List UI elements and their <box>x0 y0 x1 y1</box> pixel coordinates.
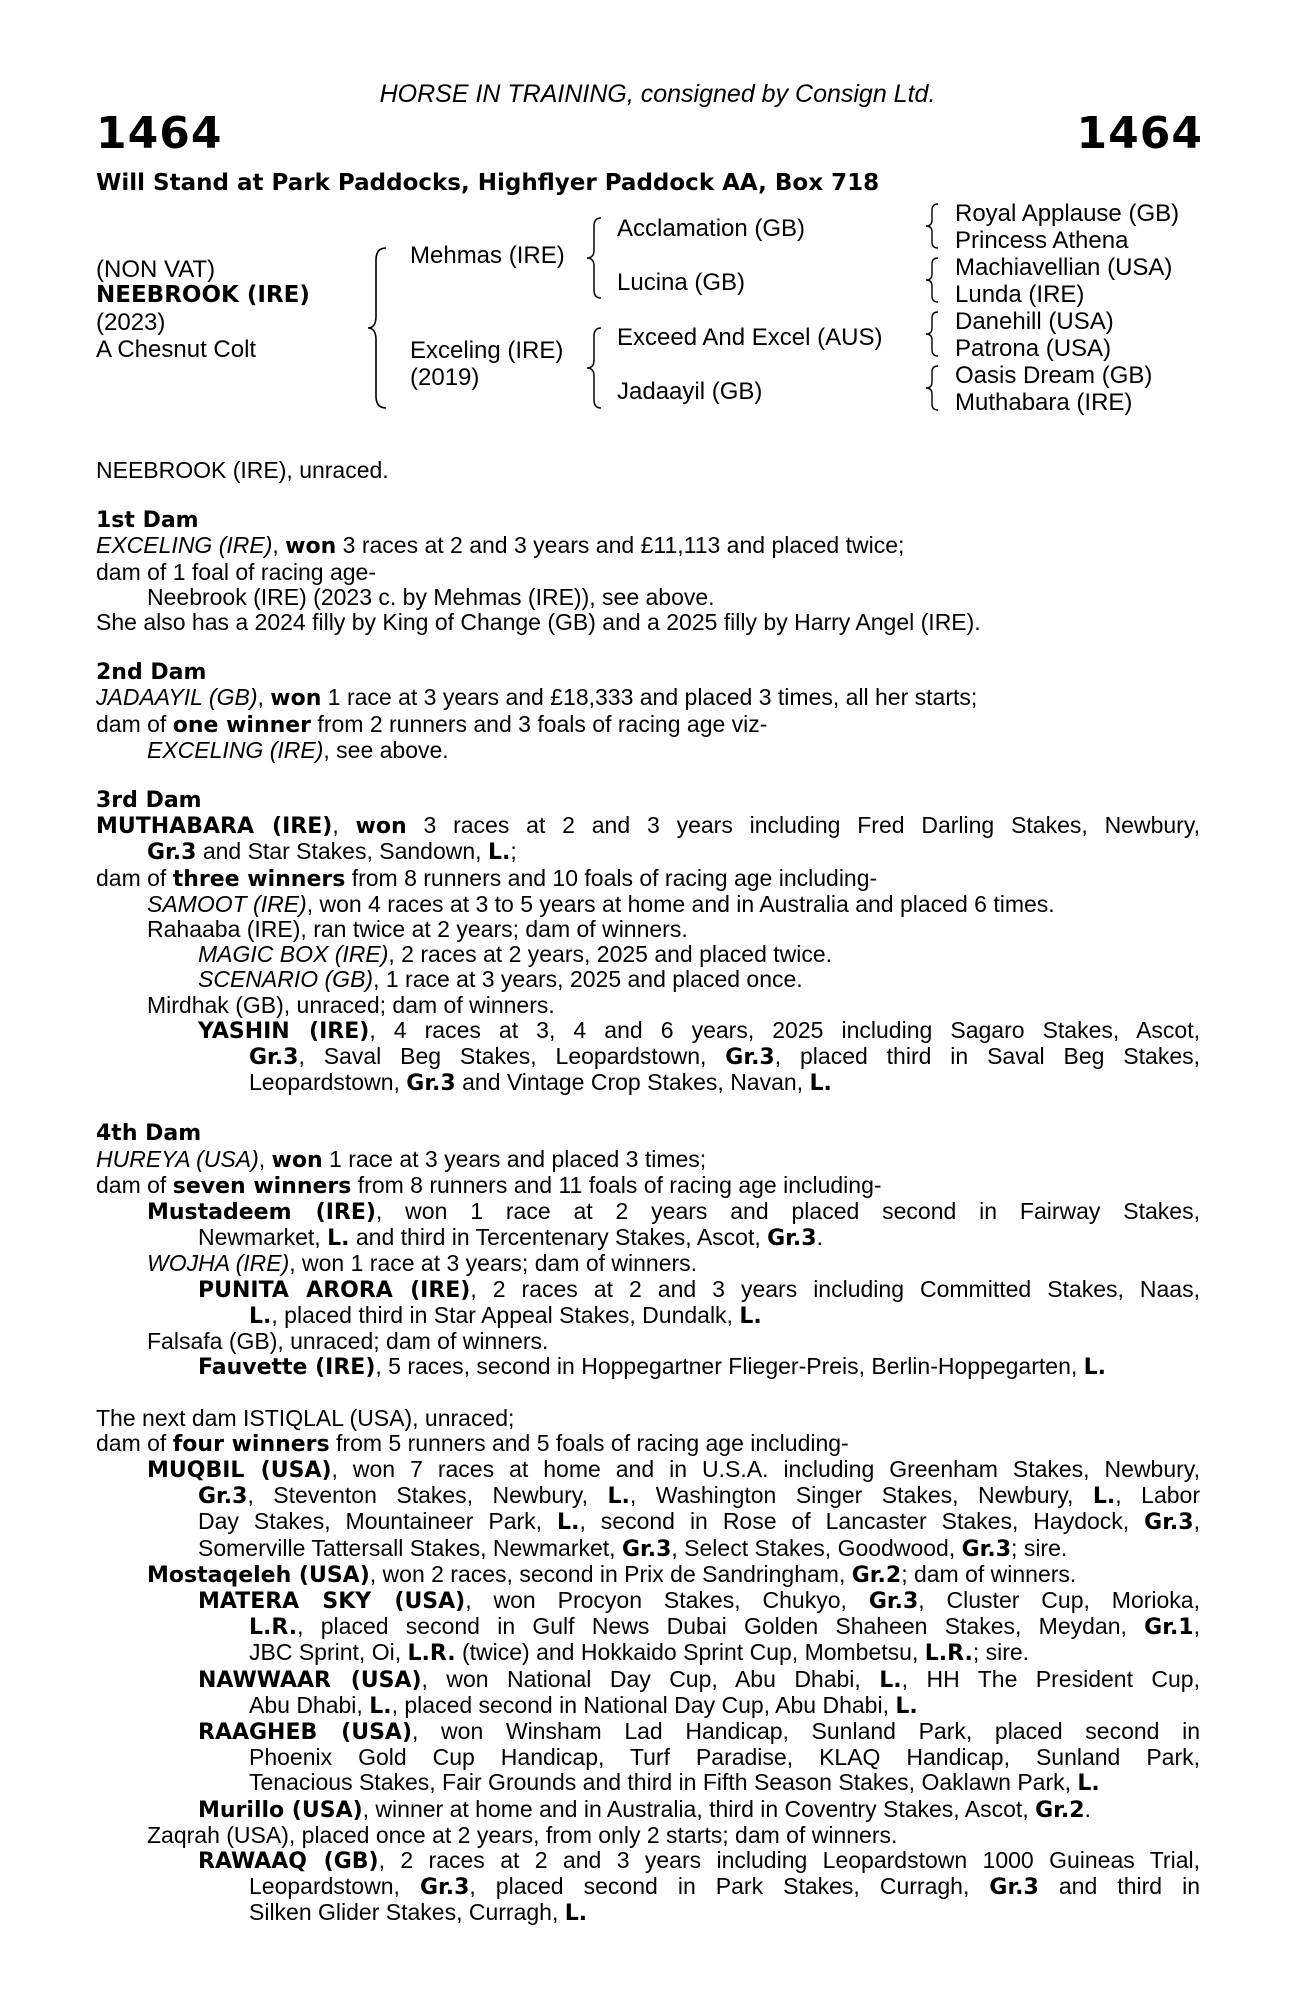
text: Silken Glider Stakes, Curragh, <box>249 1899 565 1926</box>
text: and third in <box>1038 1873 1200 1900</box>
progeny-muqbil-cont2 <box>96 1509 1200 1535</box>
grade: L. <box>809 1071 832 1097</box>
grade: Gr.3 <box>961 1536 1012 1562</box>
text: , second in Rose of Lancaster Stakes, Haydock, <box>579 1508 1145 1535</box>
progeny-mustadeem-cont <box>96 1225 1200 1251</box>
grade: L. <box>607 1484 630 1510</box>
progeny-nawwaar <box>96 1667 1200 1693</box>
dam-sire: Exceed And Excel (AUS) <box>617 324 883 351</box>
progeny-rawaaq <box>96 1848 1200 1874</box>
text: , won National Day Cup, Abu Dhabi, <box>421 1665 880 1692</box>
winner-count: seven winners <box>172 1173 352 1199</box>
progeny-falsafa: Falsafa (GB), unraced; dam of winners. <box>147 1328 549 1355</box>
text: Somerville Tattersall Stakes, Newmarket, <box>198 1534 622 1561</box>
ancestor-lunda: Lunda (IRE) <box>955 281 1085 308</box>
progeny-mustadeem <box>96 1199 1200 1225</box>
text: and third in Tercentenary Stakes, Ascot, <box>349 1224 768 1251</box>
progeny-name: Mustadeem (IRE) <box>147 1200 376 1226</box>
won-label: won <box>285 534 337 560</box>
progeny-name: WOJHA (IRE) <box>147 1250 290 1277</box>
progeny-matera-sky-cont2 <box>96 1640 1200 1666</box>
progeny-mirdhak: Mirdhak (GB), unraced; dam of winners. <box>147 991 555 1018</box>
progeny-scenario <box>96 967 1200 992</box>
horse-name: NEEBROOK (IRE) <box>96 282 310 308</box>
ancestor-muthabara: Muthabara (IRE) <box>955 389 1133 416</box>
record-text: 3 races at 2 and 3 years and £11,113 and placed twice; <box>336 532 905 559</box>
dam-name: Exceling (IRE) <box>410 337 564 364</box>
progeny-zaqrah: Zaqrah (USA), placed once at 2 years, from only 2 starts; dam of winners. <box>147 1821 898 1848</box>
next-dam-line: The next dam ISTIQLAL (USA), unraced; <box>96 1404 515 1431</box>
won-label: won <box>270 686 322 712</box>
progeny-raagheb-cont1: Phoenix Gold Cup Handicap, Turf Paradise, KLAQ Handicap, Sunland Park, <box>249 1744 1200 1771</box>
progeny-name: PUNITA ARORA (IRE) <box>198 1277 471 1303</box>
text: , Cluster Cup, Morioka, <box>918 1586 1200 1613</box>
text: , 2 races at 2 and 3 years including Committed Stakes, Naas, <box>470 1275 1200 1302</box>
ancestor-oasis-dream: Oasis Dream (GB) <box>955 362 1153 389</box>
text: 3 races at 2 and 3 years including Fred Darling Stakes, Newbury, <box>406 812 1201 839</box>
text: dam of <box>96 710 173 737</box>
third-dam-dam-of <box>96 866 1200 892</box>
progeny-name: MAGIC BOX (IRE) <box>198 941 389 968</box>
grade: Gr.3 <box>419 1875 470 1901</box>
text: from 5 runners and 5 foals of racing age including- <box>329 1429 849 1456</box>
grade: L. <box>327 1226 350 1252</box>
grade: Gr.2 <box>1035 1797 1085 1823</box>
text: ; dam of winners. <box>901 1560 1077 1587</box>
dam-brace <box>585 326 605 410</box>
text: ; sire. <box>972 1639 1030 1666</box>
progeny-name: YASHIN (IRE) <box>198 1018 370 1044</box>
text: , see above. <box>323 736 449 763</box>
text: (twice) and Hokkaido Sprint Cup, Mombetsu, <box>455 1639 925 1666</box>
second-dam-heading: 2nd Dam <box>96 660 207 686</box>
consignor-heading: HORSE IN TRAINING, consigned by Consign Ltd. <box>379 80 936 108</box>
progeny-name: EXCELING (IRE) <box>147 736 324 763</box>
text: , won 4 races at 3 to 5 years at home and in Australia and placed 6 times. <box>306 890 1055 917</box>
grade: L. <box>739 1303 762 1329</box>
ancestor-machiavellian: Machiavellian (USA) <box>955 254 1173 281</box>
sire-name: Mehmas (IRE) <box>410 242 565 269</box>
grade: L.R. <box>249 1615 298 1641</box>
progeny-raagheb <box>96 1719 1200 1745</box>
brace-g3 <box>924 310 942 358</box>
sire-brace <box>585 216 605 300</box>
progeny-samoot <box>96 892 1200 917</box>
text: , placed third in Star Appeal Stakes, Dundalk, <box>271 1301 740 1328</box>
text: and Star Stakes, Sandown, <box>196 838 488 865</box>
grade: L.R. <box>407 1641 456 1667</box>
progeny-rahaaba: Rahaaba (IRE), ran twice at 2 years; dam of winners. <box>147 916 688 943</box>
second-dam-dam-of <box>96 712 1200 738</box>
text: Newmarket, <box>198 1224 328 1251</box>
text: , Washington Singer Stakes, Newbury, <box>629 1482 1093 1509</box>
grade: Gr.2 <box>851 1562 902 1588</box>
progeny-magic-box <box>96 942 1200 967</box>
text: . <box>816 1224 823 1251</box>
text: , won 2 races, second in Prix de Sandringham, <box>369 1560 852 1587</box>
grade: Gr.3 <box>1144 1510 1194 1536</box>
progeny-punita-arora <box>96 1277 1200 1303</box>
grade: L. <box>487 840 511 866</box>
grade: L. <box>249 1303 272 1329</box>
progeny-name: Fauvette (IRE) <box>198 1355 376 1381</box>
progeny-yashin-cont <box>96 1044 1200 1070</box>
progeny-muqbil-cont1 <box>96 1483 1200 1509</box>
text: ; sire. <box>1011 1534 1068 1561</box>
first-dam-name: EXCELING (IRE) <box>96 532 273 559</box>
second-dam-name: JADAAYIL (GB) <box>96 684 258 711</box>
text: , 4 races at 3, 4 and 6 years, 2025 including Sagaro Stakes, Ascot, <box>369 1016 1200 1043</box>
grade: Gr.3 <box>147 840 197 866</box>
grade: Gr.3 <box>621 1536 672 1562</box>
fourth-dam-heading: 4th Dam <box>96 1121 202 1147</box>
dam-dam: Jadaayil (GB) <box>617 378 763 405</box>
text: , <box>1193 1508 1200 1535</box>
grade: L.R. <box>924 1641 973 1667</box>
first-dam-foal: Neebrook (IRE) (2023 c. by Mehmas (IRE)), see above. <box>147 583 715 610</box>
text: , 2 races at 2 years, 2025 and placed twice. <box>388 941 833 968</box>
progeny-rawaaq-cont2 <box>96 1900 1200 1926</box>
grade: L. <box>564 1901 588 1927</box>
sire-dam: Lucina (GB) <box>617 269 746 296</box>
fourth-dam-name: HUREYA (USA) <box>96 1145 259 1172</box>
text: dam of <box>96 1429 173 1456</box>
progeny-wojha <box>96 1251 1200 1276</box>
text: , won 7 races at home and in U.S.A. including Greenham Stakes, Newbury, <box>331 1455 1200 1482</box>
progeny-name: MATERA SKY (USA) <box>198 1588 466 1614</box>
won-label: won <box>271 1147 323 1173</box>
won-label: won <box>355 814 407 840</box>
text: , won Procyon Stakes, Chukyo, <box>465 1586 869 1613</box>
progeny-name: MUQBIL (USA) <box>147 1457 332 1483</box>
third-dam-record-cont <box>96 839 1200 865</box>
progeny-rawaaq-cont1 <box>96 1874 1200 1900</box>
fourth-dam-dam-of <box>96 1173 1200 1199</box>
progeny-name: RAAGHEB (USA) <box>198 1719 413 1745</box>
grade: L. <box>879 1667 902 1693</box>
grade: Gr.3 <box>868 1588 919 1614</box>
text: from 8 runners and 10 foals of racing age including- <box>345 864 878 891</box>
third-dam-heading: 3rd Dam <box>96 788 202 814</box>
first-dam-heading: 1st Dam <box>96 508 199 534</box>
third-dam-name: MUTHABARA (IRE) <box>96 814 333 840</box>
progeny-nawwaar-cont <box>96 1693 1200 1719</box>
intro-line: NEEBROOK (IRE), unraced. <box>96 457 389 483</box>
brace-g2 <box>924 256 942 304</box>
text: , 1 race at 3 years, 2025 and placed once. <box>373 966 803 993</box>
text: , <box>1193 1613 1200 1640</box>
progeny-matera-sky-cont1 <box>96 1614 1200 1640</box>
brace-g4 <box>924 364 942 412</box>
text: , Labor <box>1115 1482 1200 1509</box>
record-text: 1 race at 3 years and placed 3 times; <box>322 1145 707 1172</box>
grade: L. <box>1077 1771 1100 1797</box>
horse-description: A Chesnut Colt <box>96 336 257 363</box>
lot-number-right: 1464 <box>1076 108 1203 159</box>
winner-count: four winners <box>172 1431 330 1457</box>
text: , placed second in National Day Cup, Abu Dhabi, <box>391 1691 896 1718</box>
progeny-murillo <box>96 1797 1200 1823</box>
progeny-mostaqeleh <box>96 1562 1200 1588</box>
text: , HH The President Cup, <box>901 1665 1200 1692</box>
grade: L. <box>1083 1355 1107 1381</box>
text: , placed third in Saval Beg Stakes, <box>774 1043 1201 1070</box>
progeny-punita-arora-cont <box>96 1303 1200 1329</box>
progeny-name: NAWWAAR (USA) <box>198 1667 422 1693</box>
grade: Gr.3 <box>725 1045 775 1071</box>
winner-count: one winner <box>172 712 312 738</box>
text: , Saval Beg Stakes, Leopardstown, <box>298 1043 726 1070</box>
progeny-fauvette <box>96 1354 1200 1380</box>
text: , Steventon Stakes, Newbury, <box>247 1482 608 1509</box>
ancestor-patrona: Patrona (USA) <box>955 335 1112 362</box>
text: Abu Dhabi, <box>249 1691 370 1718</box>
first-dam-also: She also has a 2024 filly by King of Change (GB) and a 2025 filly by Harry Angel (IRE). <box>96 609 981 636</box>
horse-year: (2023) <box>96 309 166 336</box>
ancestor-princess-athena: Princess Athena <box>955 227 1129 254</box>
sire-sire: Acclamation (GB) <box>617 215 806 242</box>
vat-status: (NON VAT) <box>96 256 216 283</box>
text: JBC Sprint, Oi, <box>249 1639 408 1666</box>
second-dam-progeny <box>96 738 1200 763</box>
text: , Select Stakes, Goodwood, <box>671 1534 962 1561</box>
progeny-muqbil-cont3 <box>96 1536 1200 1562</box>
text: , won Winsham Lad Handicap, Sunland Park, placed second in <box>412 1717 1201 1744</box>
progeny-name: SCENARIO (GB) <box>198 966 374 993</box>
ancestor-danehill: Danehill (USA) <box>955 308 1114 335</box>
text: and Vintage Crop Stakes, Navan, <box>455 1069 810 1096</box>
second-dam-record: JADAAYIL (GB), won 1 race at 3 years and £18,333 and placed 3 times, all her starts; <box>96 684 978 712</box>
third-dam-record: MUTHABARA (IRE), won 3 races at 2 and 3 years including Fred Darling Stakes, Newbury, <box>96 812 1201 840</box>
text: Day Stakes, Mountaineer Park, <box>198 1508 558 1535</box>
text: from 2 runners and 3 foals of racing age viz- <box>311 710 768 737</box>
pedigree-brace-main <box>366 246 390 411</box>
grade: Gr.1 <box>1144 1615 1194 1641</box>
ancestor-royal-applause: Royal Applause (GB) <box>955 200 1180 227</box>
text: dam of <box>96 864 173 891</box>
text: , winner at home and in Australia, third in Coventry Stakes, Ascot, <box>362 1795 1036 1822</box>
progeny-name: Mostaqeleh (USA) <box>147 1562 370 1588</box>
grade: Gr.3 <box>249 1045 299 1071</box>
text: , placed second in Gulf News Dubai Golden Shaheen Stakes, Meydan, <box>297 1613 1145 1640</box>
grade: L. <box>369 1693 392 1719</box>
grade: Gr.3 <box>198 1484 248 1510</box>
text: , placed second in Park Stakes, Curragh, <box>469 1873 990 1900</box>
catalogue-body <box>96 458 1200 1927</box>
grade: Gr.3 <box>406 1071 456 1097</box>
text: ; <box>510 838 517 865</box>
first-dam-dam-of: dam of 1 foal of racing age- <box>96 558 376 585</box>
text: . <box>1084 1795 1091 1822</box>
text: from 8 runners and 11 foals of racing age including- <box>351 1171 882 1198</box>
grade: L. <box>557 1510 580 1536</box>
text: Tenacious Stakes, Fair Grounds and third in Fifth Season Stakes, Oaklawn Park, <box>249 1769 1078 1796</box>
stand-location: Will Stand at Park Paddocks, Highflyer Paddock AA, Box 718 <box>96 170 880 196</box>
text: , won 1 race at 3 years; dam of winners. <box>289 1250 698 1277</box>
pedigree-tree <box>0 0 1315 420</box>
progeny-raagheb-cont2 <box>96 1770 1200 1796</box>
dam-year: (2019) <box>410 364 480 391</box>
progeny-muqbil <box>96 1457 1200 1483</box>
progeny-matera-sky <box>96 1588 1200 1614</box>
text: , 2 races at 2 and 3 years including Leopardstown 1000 Guineas Trial, <box>378 1846 1200 1873</box>
text: dam of <box>96 1171 173 1198</box>
progeny-yashin <box>96 1018 1200 1044</box>
fourth-dam-record: HUREYA (USA), won 1 race at 3 years and placed 3 times; <box>96 1145 707 1173</box>
lot-number-left: 1464 <box>96 108 223 159</box>
record-text: 1 race at 3 years and £18,333 and placed 3 times, all her starts; <box>321 684 978 711</box>
text: Leopardstown, <box>249 1069 407 1096</box>
text: , 5 races, second in Hoppegartner Flieger-Preis, Berlin-Hoppegarten, <box>375 1353 1084 1380</box>
progeny-name: Murillo (USA) <box>198 1797 363 1823</box>
brace-g1 <box>924 202 942 250</box>
winner-count: three winners <box>172 866 346 892</box>
grade: Gr.3 <box>989 1875 1039 1901</box>
grade: Gr.3 <box>767 1226 817 1252</box>
progeny-name: SAMOOT (IRE) <box>147 890 307 917</box>
first-dam-record: EXCELING (IRE), won 3 races at 2 and 3 years and £11,113 and placed twice; <box>96 532 905 560</box>
progeny-name: RAWAAQ (GB) <box>198 1848 379 1874</box>
text: , won 1 race at 2 years and placed second in Fairway Stakes, <box>375 1198 1200 1225</box>
grade: L. <box>895 1693 918 1719</box>
progeny-yashin-cont2 <box>96 1070 1200 1096</box>
next-dam-dam-of <box>96 1431 1200 1457</box>
grade: L. <box>1092 1484 1116 1510</box>
text: Leopardstown, <box>249 1873 420 1900</box>
